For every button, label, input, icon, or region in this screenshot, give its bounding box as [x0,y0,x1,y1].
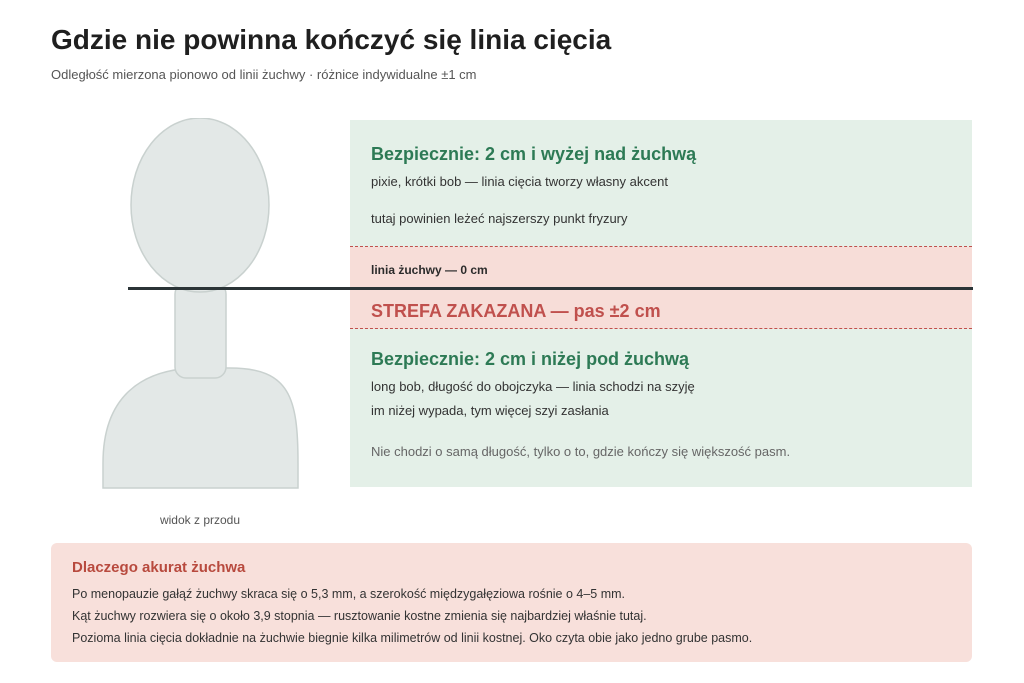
safe-below-neck-text: im niżej wypada, tym więcej szyi zasłania [371,403,609,418]
safe-above-text: pixie, krótki bob — linia cięcia tworzy własny akcent [371,174,668,189]
why-jaw-box [51,543,972,662]
head-silhouette [100,118,330,493]
safe-above-widest-point: tutaj powinien leżeć najszerszy punkt fryzury [371,211,628,226]
why-jaw-line: Po menopauzie gałąź żuchwy skraca się o 5,3 mm, a szerokość międzygałęziowa rośnie o 4–5 mm. [72,587,626,601]
safe-above-heading: Bezpiecznie: 2 cm i wyżej nad żuchwą [371,144,697,164]
safe-below-heading: Bezpiecznie: 2 cm i niżej pod żuchwą [371,349,690,369]
why-jaw-line: Pozioma linia cięcia dokładnie na żuchwie biegnie kilka milimetrów od linii kostnej. Oko czyta obie jako jedno grube pasmo. [72,631,753,645]
safe-below-text: long bob, długość do obojczyka — linia schodzi na szyję [371,379,695,394]
jaw-line [128,287,973,290]
page-subtitle: Odległość mierzona pionowo od linii żuchwy · różnice indywidualne ±1 cm [51,67,477,82]
page-title: Gdzie nie powinna kończyć się linia cięcia [51,24,612,55]
head-shape [131,118,269,292]
why-jaw-title: Dlaczego akurat żuchwa [72,559,246,576]
safe-zone-above [350,120,972,247]
forbidden-lower-boundary [350,328,972,329]
why-jaw-line: Kąt żuchwy rozwiera się o około 3,9 stopnia — rusztowanie kostne zmienia się najbardziej właśnie tutaj. [72,609,647,623]
safe-below-note: Nie chodzi o samą długość, tylko o to, gdzie kończy się większość pasm. [371,444,791,459]
figure-caption: widok z przodu [159,513,241,527]
shoulders-shape [103,368,298,488]
neck-shape [175,283,226,378]
safe-zone-below [350,329,972,487]
forbidden-zone-heading: STREFA ZAKAZANA — pas ±2 cm [371,301,661,321]
forbidden-upper-boundary [350,246,972,247]
jaw-line-label: linia żuchwy — 0 cm [371,263,488,277]
